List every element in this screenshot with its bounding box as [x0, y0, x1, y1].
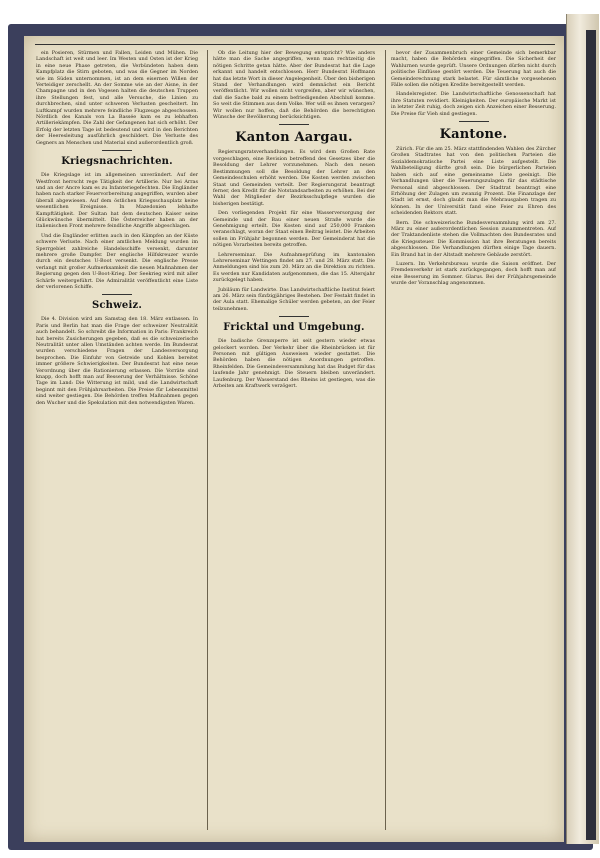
- article-text: Jubiläum für Landwirte. Das Landwirtschaftliche Institut feiert am 26. März sein fünfzigjähriges Bestehen. Der Festakt findet in der Aula statt. Ehemalige Schüler werden gebeten, an der Feier teilzunehmen.: [213, 286, 375, 312]
- article-text: ein Posieren, Stürmen und Fallen, Leiden und Mühen. Die Landschaft ist weit und leer. Im Westen und Osten ist der Krieg in eine neue Phase getreten, die Verbündeten haben dem Kampfplatz die Stirn geboten, und was die Gegner im Norden wie im Süden unternommen, ist an dem eisernen Willen der Verteidiger zerschellt. An der Somme wie an der Aisne, in der Champagne und in den Vogesen halten die deutschen Truppen ihre Stellungen fest, und alle Versuche, die Linien zu durchbrechen, sind unter schweren Verlusten gescheitert. Im Luftkampf wurden mehrere feindliche Flugzeuge abgeschossen. Nördlich des Kanals von La Bassée kam es zu lebhaften Artilleriekämpfen. Die Zahl der Gefangenen hat sich erhöht. Der Erfolg der letzten Tage ist bedeutend und wird in den Berichten der Heeresleitung ausführlich geschildert. Die Verluste des Gegners an Menschen und Material sind außerordentlich groß.: [36, 50, 198, 146]
- article-text: Die Kriegslage ist im allgemeinen unverändert. Auf der Westfront herrscht rege Tätigkeit der Artillerie. Nur bei Arras und an der Ancre kam es zu Infanteriegefechten. Die Engländer haben nach starker Feuervorbereitung angegriffen, wurden aber überall abgewiesen. Auf dem östlichen Kriegsschauplatz keine wesentlichen Ereignisse. In Mazedonien lebhafte Kampftätigkeit. Der Sultan hat dem deutschen Kaiser seine Glückwünsche übermittelt. Die Österreicher haben an der italienischen Front mehrere feindliche Angriffe abgeschlagen.: [36, 172, 198, 230]
- article-text: Ob die Leitung hier der Bewegung entspricht? Wie anders hätte man die Sache angegriffen, wenn man rechtzeitig die nötigen Schritte getan hätte. Aber der Bundesrat hat die Lage erkannt und handelt entschlossen. Herr Bundesrat Hoffmann hat das letzte Wort in dieser Angelegenheit. Über den bisherigen Stand der Verhandlungen wird demnächst ein Bericht veröffentlicht. Wir wollen nicht vorgreifen, aber wir wünschen, daß die Sache bald zu einem befriedigenden Abschluß komme. So weit die Stimmen aus dem Volke. Wer will es ihnen verargen? Wir wollen nur hoffen, daß die Behörden die berechtigten Wünsche der Bevölkerung berücksichtigen.: [213, 50, 375, 121]
- article-text: Bern. Die schweizerische Bundesversammlung wird am 27. März zu einer außerordentlichen Session zusammentreten. Auf der Traktandenliste stehen die Vollmachten des Bundesrates und die Kriegssteuer. Die Kommission hat ihre Beratungen bereits abgeschlossen. Die Verhandlungen dürften einige Tage dauern. Ein Brand hat in der Altstadt mehrere Gebäude zerstört.: [391, 219, 556, 258]
- article-text: Die 4. Division wird am Samstag den 18. März entlassen. In Paris und Berlin hat man die Frage der schweizer Neutralität auch behandelt. So schreibt die Information in Paris: Frankreich hat bereits Zusicherungen gegeben, daß es die schweizerische Neutralität unter allen Umständen achten werde. Im Bundesrat wurden verschiedene Fragen der Landesversorgung besprochen. Die Einfuhr von Getreide und Kohlen bereitet immer größere Schwierigkeiten. Der Bundesrat hat eine neue Verordnung über die Rationierung erlassen. Die Vorräte sind knapp, doch hofft man auf Besserung der Verhältnisse. Schöne Tage im Land: Die Witterung ist mild, und die Landwirtschaft beginnt mit den Frühjahrsarbeiten. Die Preise für Lebensmittel sind weiter gestiegen. Die Behörden treffen Maßnahmen gegen den Wucher und die Spekulation mit den notwendigsten Waren.: [36, 316, 198, 406]
- article-text: Regierungsratsverhandlungen. Es wird dem Großen Rate vorgeschlagen, eine Revision betreffend des Gesetzes über die Besoldung der Lehrer vorzunehmen. Nach den neuen Bestimmungen soll die Besoldung der Lehrer an den Gemeindeschulen erhöht werden. Die Kosten werden zwischen Staat und Gemeinden verteilt. Der Regierungsrat beantragt ferner, den Kredit für die Notstandsarbeiten zu erhöhen. Bei der Wahl der Mitglieder der Bezirksschulpflege wurden die bisherigen bestätigt.: [213, 149, 375, 207]
- section-heading-cantons: Kantone.: [439, 127, 508, 143]
- article-text: Handelsregister. Die Landwirtschaftliche Genossenschaft hat ihre Statuten revidiert. Kleinigkeiten. Der europäische Markt ist in letzter Zeit ruhig, doch zeigen sich Anzeichen einer Besserung. Die Preise für Vieh sind gestiegen.: [391, 91, 556, 117]
- article-text: Zürich. Für die am 25. März stattfindenden Wahlen des Zürcher Großen Stadtrates hat von den politischen Parteien die Sozialdemokratische Partei eine Liste aufgestellt. Die Wahlbeteiligung dürfte groß sein. Die bürgerlichen Parteien haben sich auf eine gemeinsame Liste geeinigt. Die Verhandlungen über die Teuerungszulagen für das städtische Personal sind abgeschlossen. Der Stadtrat beantragt eine Erhöhung der Zulagen um zwanzig Prozent. Die Finanzlage der Stadt ist ernst, doch glaubt man die Mehrausgaben tragen zu können. In der Universität fand eine Feier zu Ehren des scheidenden Rektors statt.: [391, 146, 556, 217]
- column-divider: [207, 50, 208, 830]
- article-text: Den vorliegenden Projekt für eine Wasserversorgung der Gemeinde und der Bau einer neuen Straße wurde die Genehmigung erteilt. Die Kosten sind auf 250,000 Franken veranschlagt, woran der Staat einen Beitrag leistet. Die Arbeiten sollen im Frühjahr begonnen werden. Der Gemeinderat hat die nötigen Vorarbeiten bereits getroffen.: [213, 210, 375, 249]
- column-divider: [385, 50, 386, 830]
- section-heading-war-news: Kriegsnachrichten.: [61, 156, 173, 168]
- column-3: [391, 50, 556, 830]
- section-heading-switzerland: Schweiz.: [91, 300, 143, 312]
- column-2: [213, 50, 375, 830]
- article-text: bevor der Zusammenbruch einer Gemeinde sich bemerkbar macht, haben die Behörden eingegriffen. Die Sicherheit der Wahlurnen wurde geprüft. Unsere Ordnungen dürfen nicht durch politische Einflüsse gestört werden. Die Teuerung hat auch die Gemeinderechnung stark belastet. Für sämtliche vorgesehenen Fälle sollen die nötigen Kredite bereitgestellt werden.: [391, 50, 556, 89]
- section-heading-fricktal: Fricktal und Umgebung.: [223, 322, 365, 334]
- article-text: Luzern. Im Verkehrsbureau wurde die Saison eröffnet. Der Fremdenverkehr ist stark zurückgegangen, doch hofft man auf eine Besserung im Sommer. Glarus. Bei der Frühjahrsgemeinde wurde der Voranschlag angenommen.: [391, 260, 556, 287]
- section-heading-aargau: Kanton Aargau.: [235, 130, 353, 146]
- header-rule: [35, 44, 555, 45]
- article-text: Lehrerseminar. Die Aufnahmeprüfung im kantonalen Lehrerseminar Wettingen findet am 27. und 28. März statt. Die Anmeldungen sind bis zum 20. März an die Direktion zu richten. Es werden nur Kandidaten aufgenommen, die das 15. Altersjahr zurückgelegt haben.: [213, 251, 375, 284]
- separator: [102, 294, 132, 295]
- separator: [102, 150, 132, 151]
- column-1: [36, 50, 198, 830]
- article-text: Und die Engländer erlitten auch in den Kämpfen an der Küste schwere Verluste. Nach einer amtlichen Meldung wurden im Sperrgebiet zahlreiche Handelsschiffe versenkt, darunter mehrere große Dampfer. Der englische Hilfskreuzer wurde durch ein deutsches U-Boot versenkt. Die englische Presse verlangt mit großer Aufmerksamkeit die neuen Maßnahmen der Regierung gegen den U-Boot-Krieg. Der Seekrieg wird mit aller Schärfe weitergeführt. Die Admiralität veröffentlicht eine Liste der verlorenen Schiffe.: [36, 232, 198, 290]
- separator: [279, 316, 309, 317]
- article-text: Die badische Grenzsperre ist seit gestern wieder etwas gelockert worden. Der Verkehr über die Rheinbrücken ist für Personen mit gültigen Ausweisen wieder gestattet. Die Behörden haben die nötigen Anordnungen getroffen. Rheinfelden. Die Gemeindeversammlung hat das Budget für das laufende Jahr genehmigt. Die Steuern bleiben unverändert. Laufenburg. Der Wasserstand des Rheins ist gestiegen, was die Arbeiten am Kraftwerk verzögert.: [213, 338, 375, 390]
- separator: [459, 121, 489, 122]
- binding-edge: [586, 30, 596, 840]
- separator: [279, 124, 309, 125]
